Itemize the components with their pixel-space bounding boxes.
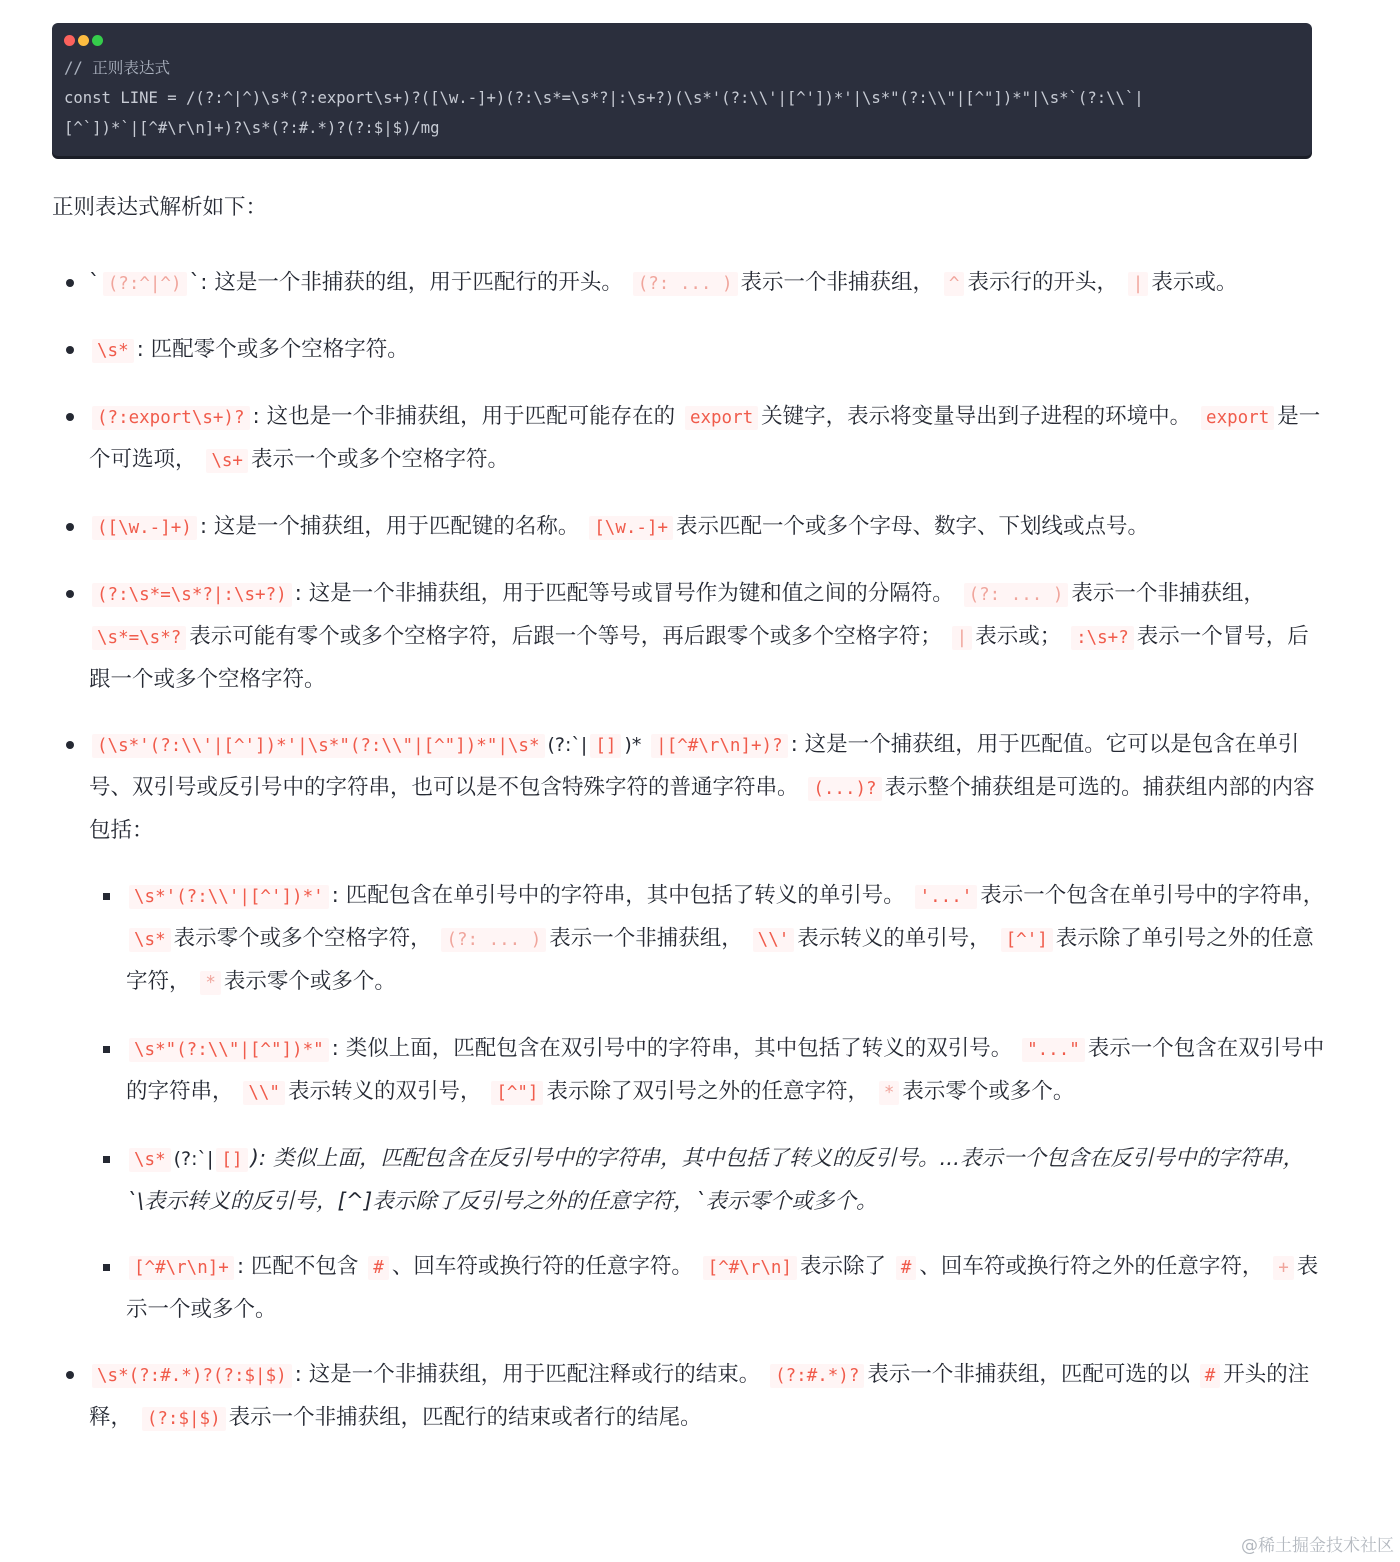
text-segment: (?:`|	[173, 1148, 214, 1170]
inline-code: (?: ... )	[633, 272, 738, 296]
text-segment: 表示一个或多个。	[126, 1254, 1319, 1322]
window-controls	[64, 31, 106, 50]
sub-list-item	[89, 1246, 1327, 1330]
text-segment: 表示匹配一个或多个字母、数字、下划线或点号。	[676, 514, 1150, 539]
inline-code: (?:$|$)	[142, 1407, 226, 1431]
inline-code: \s*	[129, 928, 171, 952]
explanation-content	[52, 262, 1327, 1464]
text-segment: 表示一个非捕获组，	[549, 926, 743, 951]
inline-code: \s+	[206, 449, 248, 473]
sub-list-item	[89, 875, 1327, 1004]
inline-code: |	[1128, 272, 1149, 296]
code-line-1: const LINE = /(?:^|^)\s*(?:export\s+)?([\w.-]+)(?:\s*=\s*?|:\s+?)(\s*'(?:\\'|[^'])*'|\s*"(?:\\"|[^"])*"|\s*`(?:\\`|	[64, 89, 1144, 107]
inline-code: #	[1200, 1364, 1221, 1388]
text-segment: 是一个可选项，	[89, 404, 1321, 472]
text-segment: (?:`|	[547, 734, 588, 756]
inline-code: (...)?	[808, 777, 881, 801]
text-segment: 表示一个非捕获组，	[740, 270, 935, 295]
text-segment: : 匹配不包含	[236, 1254, 359, 1279]
inline-code: (\s*'(?:\\'|[^'])*'|\s*"(?:\\"|[^"])*"|\s*	[92, 734, 545, 758]
text-segment: : 匹配包含在单引号中的字符串，其中包括了转义的单引号。	[331, 883, 905, 908]
inline-code: (?:export\s+)?	[92, 406, 250, 430]
code-comment: // 正则表达式	[64, 59, 171, 77]
text-segment: 表示转义的双引号，	[287, 1079, 482, 1104]
text-segment: : 匹配零个或多个空格字符。	[136, 337, 409, 362]
inline-code: (?:\s*=\s*?|:\s+?)	[92, 583, 292, 607]
text-segment: 表示或；	[975, 624, 1062, 649]
inline-code: \s*=\s*?	[92, 626, 186, 650]
text-segment: : 这是一个捕获组，用于匹配键的名称。	[199, 514, 580, 539]
inline-code: \s*"(?:\\"|[^"])*"	[129, 1038, 329, 1062]
inline-code: (?: ... )	[964, 583, 1069, 607]
inline-code: [^#\r\n]+	[129, 1256, 234, 1280]
text-segment: 表示行的开头，	[967, 270, 1118, 295]
text-segment: 表示零个或多个空格字符，	[173, 926, 432, 951]
inline-code: \s*	[129, 1148, 171, 1172]
inline-code: *	[200, 971, 221, 995]
list-item	[52, 1354, 1327, 1440]
inline-code: export	[685, 406, 758, 430]
text-segment: 表示一个非捕获组，匹配行的结束或者行的结尾。	[228, 1405, 702, 1430]
list-item	[52, 506, 1327, 549]
list-item	[52, 724, 1327, 1330]
minimize-dot-icon	[78, 35, 89, 46]
list-item	[52, 262, 1327, 305]
text-segment: `	[89, 270, 100, 295]
inline-code: \s*(?:#.*)?(?:$|$)	[92, 1364, 292, 1388]
explanation-list	[52, 262, 1327, 1440]
inline-code: *	[879, 1081, 900, 1105]
inline-code: :\s+?	[1071, 626, 1134, 650]
inline-code: +	[1273, 1256, 1294, 1280]
inline-code: ^	[944, 272, 965, 296]
inline-code: \\"	[243, 1081, 285, 1105]
inline-code: [^']	[1001, 928, 1053, 952]
text-segment: : 这是一个非捕获组，用于匹配注释或行的结束。	[294, 1362, 761, 1387]
inline-code: \\'	[753, 928, 795, 952]
inline-code: #	[368, 1256, 389, 1280]
list-item	[52, 329, 1327, 372]
watermark: @稀土掘金技术社区	[1241, 1536, 1394, 1556]
intro-text: 正则表达式解析如下：	[52, 195, 268, 220]
text-segment: 表示除了双引号之外的任意字符，	[546, 1079, 869, 1104]
inline-code: #	[896, 1256, 917, 1280]
text-segment: 、回车符或换行符之外的任意字符，	[919, 1254, 1264, 1279]
text-segment: 开头的注释，	[89, 1362, 1310, 1430]
text-segment: 表示一个非捕获组，匹配可选的以	[867, 1362, 1190, 1387]
inline-code: (?:^|^)	[103, 272, 187, 296]
inline-code: (?: ... )	[441, 928, 546, 952]
text-segment: 表示一个包含在双引号中的字符串，	[126, 1036, 1325, 1104]
inline-code: |	[952, 626, 973, 650]
text-segment: 表示零个或多个。	[902, 1079, 1075, 1104]
text-segment: : 这是一个捕获组，用于匹配值。它可以是包含在单引号、双引号或反引号中的字符串，也可以是不包含特殊字符的普通字符串。	[89, 732, 1300, 800]
text-segment: : 这是一个非捕获组，用于匹配等号或冒号作为键和值之间的分隔符。	[294, 581, 954, 606]
code-block	[52, 23, 1312, 156]
text-segment: 表示一个或多个空格字符。	[250, 447, 509, 472]
text-segment: ): 类似上面，匹配包含在反引号中的字符串，其中包括了转义的反引号。...表示一个包含在反引号中的字符串，`\表示转义的反引号，[^]表示除了反引号之外的任意字符，`表示零个或多个。	[126, 1146, 1304, 1214]
code-line-2: [^`])*`|[^#\r\n]+)?\s*(?:#.*)?(?:$|$)/mg	[64, 119, 440, 137]
inline-code: '...'	[915, 885, 978, 909]
sub-list	[89, 875, 1327, 1330]
inline-code: ([\w.-]+)	[92, 516, 197, 540]
text-segment: 表示一个包含在单引号中的字符串，	[980, 883, 1325, 908]
text-segment: 表示零个或多个。	[223, 969, 396, 994]
text-segment: 表示一个冒号，后跟一个或多个空格字符。	[89, 624, 1309, 692]
text-segment: : 类似上面，匹配包含在双引号中的字符串，其中包括了转义的双引号。	[331, 1036, 1013, 1061]
text-segment: `: 这是一个非捕获的组，用于匹配行的开头。	[189, 270, 623, 295]
inline-code: []	[216, 1148, 247, 1172]
sub-list-item	[89, 1028, 1327, 1114]
inline-code: \s*'(?:\\'|[^'])*'	[129, 885, 329, 909]
inline-code: \s*	[92, 339, 134, 363]
text-segment: 表示除了	[799, 1254, 886, 1279]
list-item	[52, 573, 1327, 700]
text-segment: 表示或。	[1151, 270, 1238, 295]
inline-code: [^#\r\n]	[703, 1256, 797, 1280]
inline-code: "..."	[1022, 1038, 1085, 1062]
text-segment: 表示一个非捕获组，	[1071, 581, 1265, 606]
inline-code: |[^#\r\n]+)?	[651, 734, 787, 758]
text-segment: )*	[624, 734, 642, 756]
text-segment: 表示转义的单引号，	[797, 926, 991, 951]
text-segment: 、回车符或换行符的任意字符。	[391, 1254, 693, 1279]
inline-code: export	[1201, 406, 1274, 430]
text-segment: 表示除了单引号之外的任意字符，	[126, 926, 1314, 994]
text-segment: 表示整个捕获组是可选的。捕获组内部的内容包括：	[89, 775, 1315, 843]
close-dot-icon	[64, 35, 75, 46]
text-segment: 表示可能有零个或多个空格字符，后跟一个等号，再后跟零个或多个空格字符；	[189, 624, 942, 649]
inline-code: []	[590, 734, 621, 758]
text-segment: : 这也是一个非捕获组，用于匹配可能存在的	[252, 404, 676, 429]
maximize-dot-icon	[92, 35, 103, 46]
text-segment: 关键字，表示将变量导出到子进程的环境中。	[761, 404, 1192, 429]
list-item	[52, 396, 1327, 482]
inline-code: [\w.-]+	[589, 516, 673, 540]
sub-list-item	[89, 1138, 1327, 1222]
code-text	[64, 53, 1298, 143]
inline-code: [^"]	[491, 1081, 543, 1105]
inline-code: (?:#.*)?	[770, 1364, 864, 1388]
